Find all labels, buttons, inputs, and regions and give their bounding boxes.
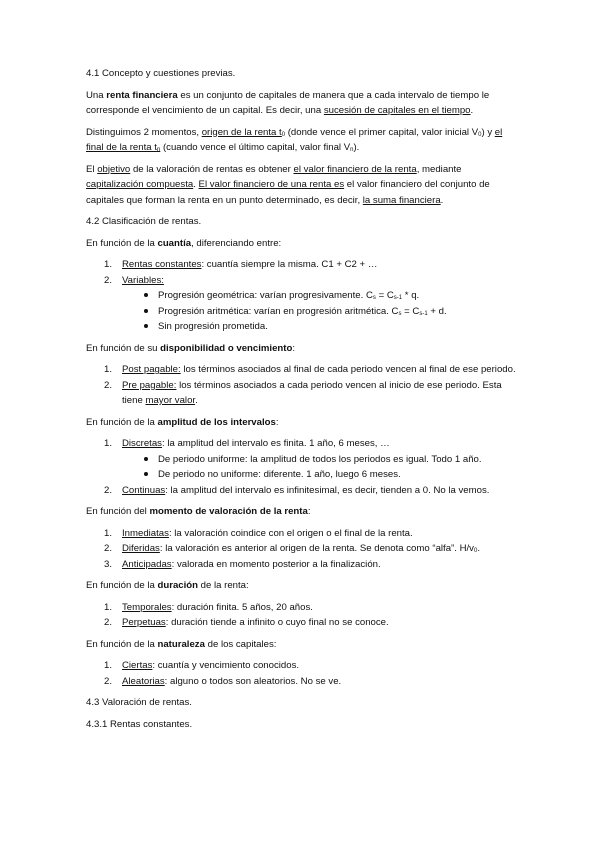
list-cuantia xyxy=(86,257,516,335)
list-item: 1. Temporales: duración finita. 5 años, 20 años. xyxy=(104,601,313,613)
intro-naturaleza: En función de la naturaleza de los capitales: xyxy=(86,638,277,650)
sublist-discretas xyxy=(122,452,516,483)
list-item: 1. Inmediatas: la valoración coindice con el origen o el final de la renta. xyxy=(104,527,413,539)
document-body xyxy=(86,66,516,738)
section-heading-4-1: 4.1 Concepto y cuestiones previas. xyxy=(86,68,236,79)
list-item: 1. Ciertas: cuantía y vencimiento conocidos. xyxy=(104,660,300,671)
list-item: 2. Variables: Progresión geométrica: varían progresivamente. $C_s = C_{s-1} * q$. Progresión aritmética: varían en progresión aritmética. $C_s = C_{s-1} + d$. Sin progresión prometida. xyxy=(86,273,516,335)
list-item: 1. Rentas constantes: cuantía siempre la misma. C1 + C2 + … xyxy=(104,259,378,270)
list-disponibilidad xyxy=(86,362,516,409)
list-item: 1. Post pagable: los términos asociados al final de cada periodo vencen al final de ese periodo. xyxy=(104,364,516,375)
list-item: 2. Perpetuas: duración tiende a infinito o cuyo final no se conoce. xyxy=(104,617,389,628)
list-duracion xyxy=(86,600,516,631)
sublist-item: Sin progresión prometida. xyxy=(122,319,516,335)
sublist-item: Progresión aritmética: varían en progresión aritmética. $C_s = C_{s-1} + d$. xyxy=(122,304,516,320)
list-item: 2. Continuas: la amplitud del intervalo es infinitesimal, es decir, tienden a 0. No la vemos. xyxy=(104,484,490,496)
list-naturaleza xyxy=(86,658,516,689)
list-item: 2. Diferidas: la valoración es anterior al origen de la renta. Se denota como “alfa”. $H/v_0$. xyxy=(104,543,480,554)
section-heading-4-3-1: 4.3.1 Rentas constantes. xyxy=(86,718,193,730)
sublist-variables xyxy=(122,288,516,335)
intro-disponibilidad: En función de su disponibilidad o vencimiento: xyxy=(86,342,296,354)
list-item: 1. Discretas: la amplitud del intervalo es finita. 1 año, 6 meses, … De periodo uniforme: la amplitud de todos los periodos es igual. Todo 1 año. De periodo no uniforme: diferente. 1 año, luego 6 meses. xyxy=(86,436,516,483)
intro-cuantia: En función de la cuantía, diferenciando entre: xyxy=(86,237,282,249)
intro-amplitud: En función de la amplitud de los intervalos: xyxy=(86,416,279,428)
paragraph-objetivo: El objetivo de la valoración de rentas es obtener el valor financiero de la renta, mediante capitalización compuesta. El valor financiero de una renta es el valor financiero del conjunto de capitales que forman la renta en un punto determinado, es decir, la suma financiera. xyxy=(86,163,490,206)
list-item: 2. Aleatorias: alguno o todos son aleatorios. No se ve. xyxy=(104,675,342,687)
sublist-item: De periodo no uniforme: diferente. 1 año, luego 6 meses. xyxy=(122,467,516,483)
paragraph-renta-financiera: Una renta financiera es un conjunto de capitales de manera que a cada intervalo de tiempo le corresponde el vencimiento de un capital. Es decir, una sucesión de capitales en el tiempo. xyxy=(86,89,490,116)
list-item: 2. Pre pagable: los términos asociados a cada periodo vencen al inicio de ese periodo. Esta tiene mayor valor. xyxy=(104,379,502,406)
paragraph-momentos: Distinguimos 2 momentos, origen de la renta $t_0$ (donde vence el primer capital, valor inicial $V_0$) y el final de la renta $t_n$ (cuando vence el último capital, valor final $V_n$). xyxy=(86,126,503,153)
intro-duracion: En función de la duración de la renta: xyxy=(86,580,249,591)
list-item: 3. Anticipadas: valorada en momento posterior a la finalización. xyxy=(104,558,381,570)
intro-momento: En función del momento de valoración de la renta: xyxy=(86,506,311,517)
sublist-item: Progresión geométrica: varían progresivamente. $C_s = C_{s-1} * q$. xyxy=(122,288,516,304)
section-heading-4-3: 4.3 Valoración de rentas. xyxy=(86,697,192,708)
list-amplitud xyxy=(86,436,516,498)
sublist-item: De periodo uniforme: la amplitud de todos los periodos es igual. Todo 1 año. xyxy=(122,452,516,468)
list-momento xyxy=(86,526,516,573)
section-heading-4-2: 4.2 Clasificación de rentas. xyxy=(86,216,202,227)
